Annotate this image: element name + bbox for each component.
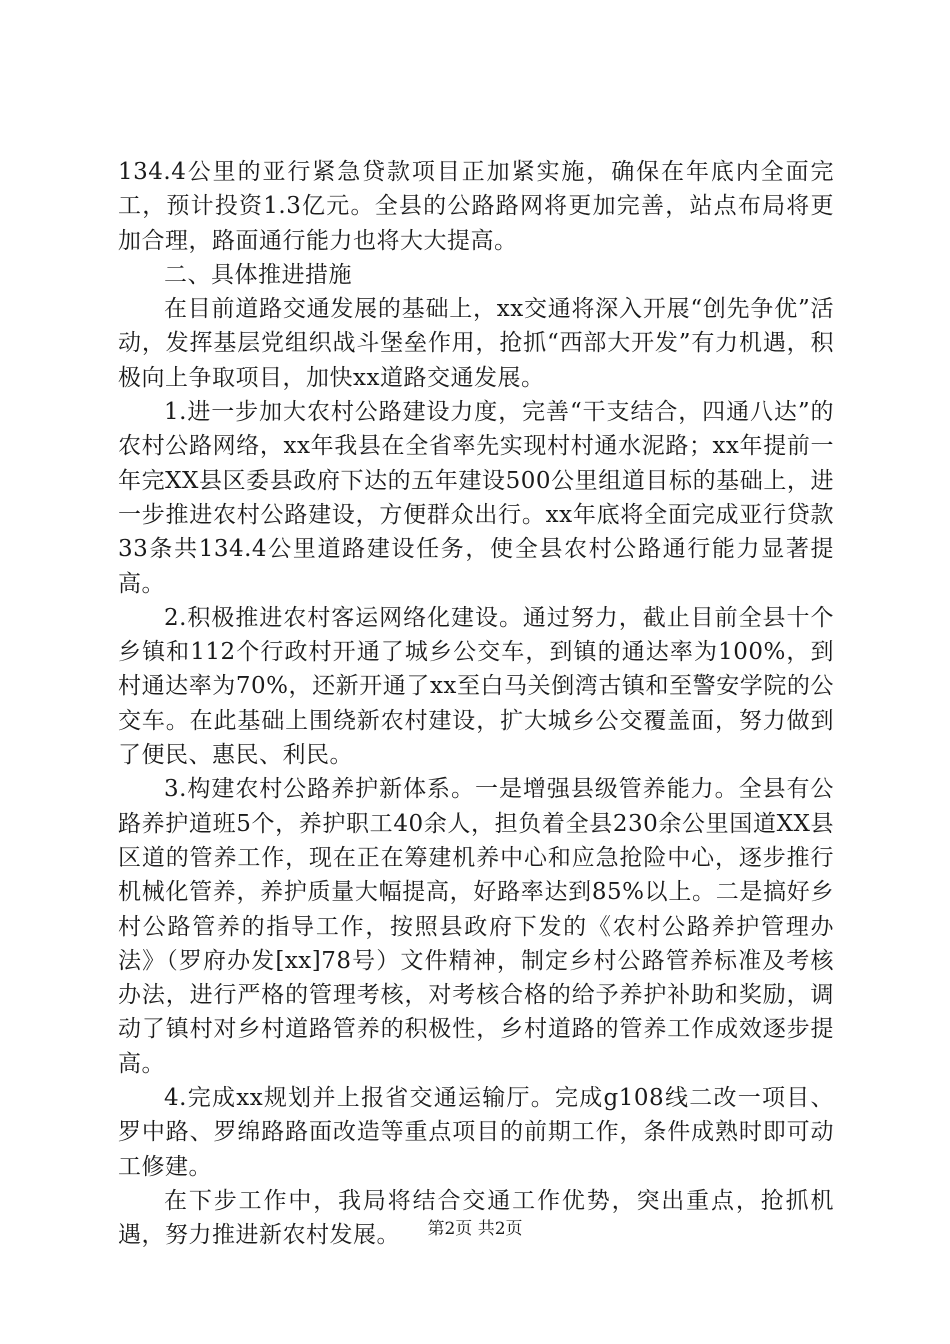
paragraph-closing: 在下步工作中，我局将结合交通工作优势，突出重点，抢抓机遇，努力推进新农村发展。 — [118, 1187, 834, 1249]
paragraph-continuation: 134.4公里的亚行紧急贷款项目正加紧实施，确保在年底内全面完工，预计投资1.3亿元。全县的公路路网将更加完善，站点布局将更加合理，路面通行能力也将大大提高。 — [118, 159, 834, 254]
paragraph-item-4: 4.完成xx规划并上报省交通运输厅。完成g108线二改一项目、罗中路、罗绵路路面改造等重点项目的前期工作，条件成熟时即可动工修建。 — [118, 1085, 834, 1180]
paragraph-item-2: 2.积极推进农村客运网络化建设。通过努力，截止目前全县十个乡镇和112个行政村开通了城乡公交车，到镇的通达率为100%，到村通达率为70%，还新开通了xx至白马关倒湾古镇和至警安学院的公交车。在此基础上围绕新农村建设，扩大城乡公交覆盖面，努力做到了便民、惠民、利民。 — [118, 604, 834, 769]
page-footer: 第2页 共2页 — [427, 1219, 523, 1239]
paragraph-intro: 在目前道路交通发展的基础上，xx交通将深入开展“创先争优”活动，发挥基层党组织战斗堡垒作用，抢抓“西部大开发”有力机遇，积极向上争取项目，加快xx道路交通发展。 — [118, 296, 834, 391]
paragraph-item-3: 3.构建农村公路养护新体系。一是增强县级管养能力。全县有公路养护道班5个，养护职工40余人，担负着全县230余公里国道XX县区道的管养工作，现在正在筹建机养中心和应急抢险中心，逐步推行机械化管养，养护质量大幅提高，好路率达到85%以上。二是搞好乡村公路管养的指导工作，按照县政府下发的《农村公路养护管理办法》（罗府办发[xx]78号）文件精神，制定乡村公路管养标准及考核办法，进行严格的管理考核，对考核合格的给予养护补助和奖励，调动了镇村对乡村道路管养的积极性，乡村道路的管养工作成效逐步提高。 — [118, 776, 834, 1077]
section-heading: 二、具体推进措施 — [164, 261, 352, 288]
document-body — [118, 155, 834, 1253]
paragraph-item-1: 1.进一步加大农村公路建设力度，完善“干支结合，四通八达”的农村公路网络，xx年我县在全省率先实现村村通水泥路；xx年提前一年完XX县区委县政府下达的五年建设500公里组道目标的基础上，进一步推进农村公路建设，方便群众出行。xx年底将全面完成亚行贷款33条共134.4公里道路建设任务，使全县农村公路通行能力显著提高。 — [118, 399, 834, 597]
